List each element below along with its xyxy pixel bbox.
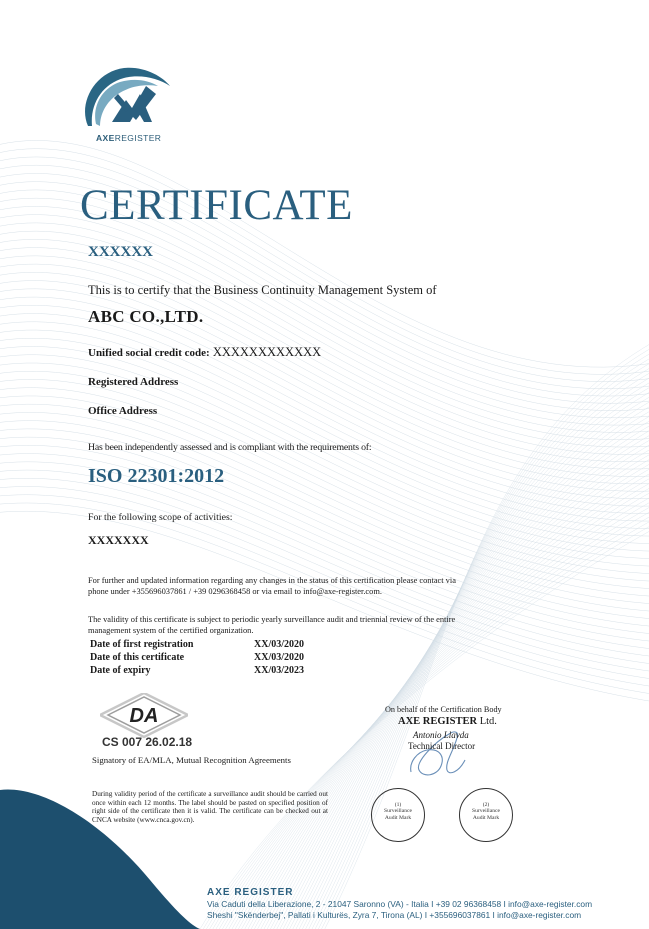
further-info-line-2: phone under +355696037861 / +39 0296368458 or via email to info@axe-register.com.: [88, 587, 382, 596]
uscc-label: Unified social credit code:: [88, 347, 210, 359]
accreditation-code: CS 007 26.02.18: [102, 735, 193, 749]
surveillance-stamp: (1) Surveillance Audit Mark: [371, 788, 425, 842]
date-value: XX/03/2020: [254, 652, 304, 663]
on-behalf-text: On behalf of the Certification Body: [385, 705, 502, 714]
date-label: Date of expiry: [90, 665, 151, 676]
certificate-title: CERTIFICATE: [80, 182, 353, 229]
signatory-text: Signatory of EA/MLA, Mutual Recognition Agreements: [92, 755, 291, 765]
validity-line-1: The validity of this certificate is subject to periodic yearly surveillance audit and triennial review of the entire: [88, 615, 456, 624]
validity-line-2: management system of the certified organization.: [88, 626, 254, 635]
footer-address-albania: Sheshi "Skënderbej", Pallati i Kulturës, Zyra 7, Tirona (AL) I +355696037861 I info@axe-register.com: [207, 910, 582, 920]
svg-text:DA: DA: [129, 705, 159, 727]
scope-intro: For the following scope of activities:: [88, 512, 233, 523]
surveillance-stamp: (2) Surveillance Audit Mark: [459, 788, 513, 842]
further-info-line-1: For further and updated information regarding any changes in the status of this certification please contact via: [88, 576, 456, 585]
office-address-label: Office Address: [88, 405, 158, 417]
company-name: ABC CO.,LTD.: [88, 307, 204, 326]
logo-wordmark: AXEREGISTER: [96, 133, 162, 143]
date-value: XX/03/2020: [254, 639, 304, 650]
certify-intro: This is to certify that the Business Continuity Management System of: [88, 283, 437, 297]
assessed-statement: Has been independently assessed and is compliant with the requirements of:: [88, 442, 372, 453]
footer-address-italy: Via Caduti della Liberazione, 2 - 21047 Saronno (VA) - Italia I +39 02 96368458 I info@axe-register.com: [207, 899, 593, 909]
surveillance-note: During validity period of the certificate a surveillance audit should be carried out once within each 12 months. The label should be pasted on specified position of right side of the certificate then it is valid. The certificate can be checked out at CNCA website (www.cnca.gov.cn).: [92, 790, 328, 824]
accreditation-logo: [100, 693, 188, 739]
date-label: Date of this certificate: [90, 652, 185, 663]
director-title: Technical Director: [408, 741, 476, 751]
date-value: XX/03/2023: [254, 665, 304, 676]
registered-address-label: Registered Address: [88, 376, 179, 388]
scope-value: XXXXXXX: [88, 533, 149, 547]
footer-brand: AXE REGISTER: [207, 887, 294, 898]
uscc-value: XXXXXXXXXXXX: [209, 345, 322, 359]
certification-body-name: AXE REGISTER Ltd.: [398, 716, 497, 727]
date-label: Date of first registration: [90, 639, 194, 650]
iso-standard: ISO 22301:2012: [88, 465, 225, 487]
director-name: Antonio Llavda: [413, 730, 469, 740]
certificate-code: XXXXXX: [88, 244, 153, 260]
uscc-line: [88, 345, 321, 360]
